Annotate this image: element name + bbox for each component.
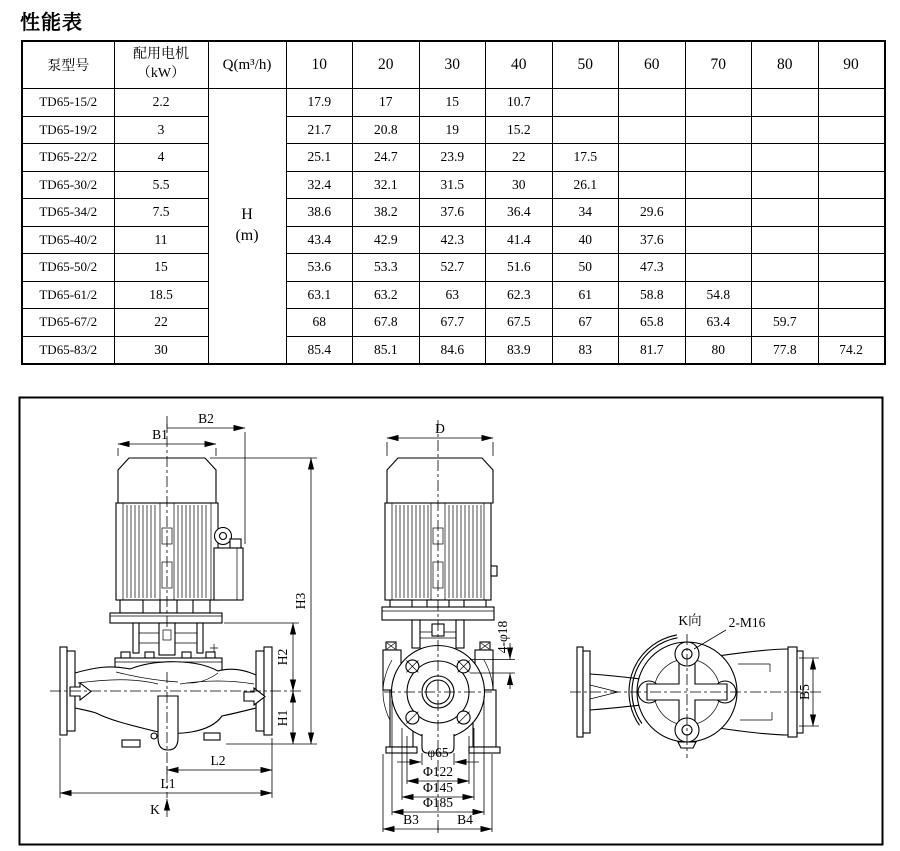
- flow-header: 60: [619, 41, 686, 89]
- table-cell: 19: [419, 116, 486, 144]
- table-cell: [619, 144, 686, 172]
- table-row: [22, 336, 885, 364]
- table-cell: 38.2: [353, 199, 420, 227]
- table-cell: 18.5: [114, 281, 208, 309]
- table-cell: 15: [419, 89, 486, 117]
- table-cell: 67.7: [419, 309, 486, 337]
- table-cell: 29.6: [619, 199, 686, 227]
- col-header-flow: Q(m³/h): [208, 41, 286, 89]
- table-cell: [619, 171, 686, 199]
- table-cell: 31.5: [419, 171, 486, 199]
- table-cell: 38.6: [286, 199, 353, 227]
- table-cell: 15: [114, 254, 208, 282]
- dim-label-l1: L1: [160, 776, 176, 791]
- performance-table: [21, 40, 886, 365]
- dim-label-h3: H3: [293, 592, 308, 610]
- table-cell: 53.3: [353, 254, 420, 282]
- table-cell: 52.7: [419, 254, 486, 282]
- table-cell: [752, 144, 819, 172]
- table-row: [22, 89, 885, 117]
- table-cell: 37.6: [619, 226, 686, 254]
- table-cell: TD65-40/2: [22, 226, 114, 254]
- dim-label-phi145: Φ145: [422, 780, 454, 795]
- table-cell: 59.7: [752, 309, 819, 337]
- table-cell: [818, 254, 885, 282]
- table-cell: 2.2: [114, 89, 208, 117]
- flow-header: 10: [286, 41, 353, 89]
- table-cell: [752, 226, 819, 254]
- table-cell: [752, 171, 819, 199]
- dim-label-b5: B5: [797, 684, 812, 700]
- table-cell: 85.1: [353, 336, 420, 364]
- table-cell: [752, 281, 819, 309]
- table-cell: 34: [552, 199, 619, 227]
- front-view-pump: [382, 458, 500, 753]
- table-cell: 65.8: [619, 309, 686, 337]
- dim-label-b3: B3: [403, 812, 419, 827]
- flow-header: 40: [486, 41, 553, 89]
- table-cell: [619, 116, 686, 144]
- table-cell: 30: [486, 171, 553, 199]
- table-cell: 21.7: [286, 116, 353, 144]
- table-cell: 83.9: [486, 336, 553, 364]
- motor-header-line1: 配用电机: [133, 47, 189, 63]
- dim-label-bolt-holes: 4-φ18: [495, 620, 510, 654]
- table-cell: TD65-61/2: [22, 281, 114, 309]
- dim-label-phi185: Φ185: [422, 795, 454, 810]
- table-cell: 5.5: [114, 171, 208, 199]
- flow-header: 90: [818, 41, 885, 89]
- table-row: [22, 116, 885, 144]
- dimension-drawing-svg: [18, 396, 884, 846]
- table-cell: TD65-15/2: [22, 89, 114, 117]
- col-header-model: 泵型号: [22, 41, 114, 89]
- table-cell: [685, 254, 752, 282]
- head-unit-cell: H (m): [208, 89, 286, 365]
- table-cell: TD65-19/2: [22, 116, 114, 144]
- table-cell: 17.5: [552, 144, 619, 172]
- table-cell: [818, 144, 885, 172]
- table-cell: [752, 89, 819, 117]
- k-direction-view: [577, 635, 803, 748]
- table-cell: 50: [552, 254, 619, 282]
- table-cell: 17.9: [286, 89, 353, 117]
- table-cell: 3: [114, 116, 208, 144]
- table-cell: 41.4: [486, 226, 553, 254]
- flow-header: 20: [353, 41, 420, 89]
- table-cell: 20.8: [353, 116, 420, 144]
- table-cell: 32.1: [353, 171, 420, 199]
- table-cell: TD65-22/2: [22, 144, 114, 172]
- table-cell: TD65-30/2: [22, 171, 114, 199]
- table-cell: 63.2: [353, 281, 420, 309]
- page-title: 性能表: [20, 12, 83, 34]
- table-cell: 68: [286, 309, 353, 337]
- table-row: [22, 226, 885, 254]
- table-cell: [685, 171, 752, 199]
- flow-header: 80: [752, 41, 819, 89]
- table-cell: 51.6: [486, 254, 553, 282]
- dim-label-b2: B2: [198, 411, 214, 426]
- table-cell: [685, 199, 752, 227]
- table-cell: 17: [353, 89, 420, 117]
- table-cell: [685, 89, 752, 117]
- dim-label-h2: H2: [275, 648, 290, 666]
- table-cell: [818, 116, 885, 144]
- table-cell: 43.4: [286, 226, 353, 254]
- table-cell: 36.4: [486, 199, 553, 227]
- pump-dimension-drawing: [18, 396, 884, 846]
- table-cell: 53.6: [286, 254, 353, 282]
- table-cell: 85.4: [286, 336, 353, 364]
- table-cell: 62.3: [486, 281, 553, 309]
- table-cell: [818, 309, 885, 337]
- table-cell: TD65-67/2: [22, 309, 114, 337]
- table-cell: [685, 226, 752, 254]
- motor-header-line2: （kW）: [136, 66, 186, 81]
- table-cell: [619, 89, 686, 117]
- table-cell: 42.9: [353, 226, 420, 254]
- table-row: [22, 144, 885, 172]
- table-cell: [818, 89, 885, 117]
- table-cell: 23.9: [419, 144, 486, 172]
- table-cell: 81.7: [619, 336, 686, 364]
- table-cell: 47.3: [619, 254, 686, 282]
- performance-table-body: [22, 89, 885, 365]
- table-cell: 74.2: [818, 336, 885, 364]
- dim-label-l2: L2: [210, 753, 226, 768]
- table-cell: 58.8: [619, 281, 686, 309]
- dim-label-phi122: Φ122: [422, 764, 454, 779]
- view-arrow-label-k: K: [150, 802, 160, 817]
- table-cell: 4: [114, 144, 208, 172]
- table-row: [22, 309, 885, 337]
- table-cell: 40: [552, 226, 619, 254]
- table-cell: 67: [552, 309, 619, 337]
- table-cell: 61: [552, 281, 619, 309]
- table-cell: 80: [685, 336, 752, 364]
- table-row: [22, 281, 885, 309]
- dim-label-phi65: φ65: [427, 745, 449, 760]
- table-cell: 54.8: [685, 281, 752, 309]
- table-cell: TD65-34/2: [22, 199, 114, 227]
- table-cell: [818, 226, 885, 254]
- view-label-k-direction: K向: [678, 613, 702, 628]
- table-cell: 42.3: [419, 226, 486, 254]
- table-cell: 63.4: [685, 309, 752, 337]
- table-cell: 83: [552, 336, 619, 364]
- table-cell: [818, 281, 885, 309]
- table-cell: [752, 199, 819, 227]
- table-cell: 7.5: [114, 199, 208, 227]
- table-cell: 25.1: [286, 144, 353, 172]
- dim-label-b4: B4: [457, 812, 473, 827]
- table-cell: TD65-50/2: [22, 254, 114, 282]
- flow-header: 70: [685, 41, 752, 89]
- table-cell: 67.5: [486, 309, 553, 337]
- table-cell: 26.1: [552, 171, 619, 199]
- side-view-pump: [60, 458, 272, 750]
- table-cell: 30: [114, 336, 208, 364]
- col-header-motor: [114, 41, 208, 89]
- table-cell: [752, 254, 819, 282]
- table-cell: [818, 171, 885, 199]
- table-cell: 63.1: [286, 281, 353, 309]
- table-row: [22, 199, 885, 227]
- table-cell: [685, 144, 752, 172]
- table-cell: 24.7: [353, 144, 420, 172]
- table-cell: 63: [419, 281, 486, 309]
- table-cell: [752, 116, 819, 144]
- table-cell: 10.7: [486, 89, 553, 117]
- table-cell: [552, 116, 619, 144]
- table-cell: 22: [114, 309, 208, 337]
- dim-label-b1: B1: [152, 427, 168, 442]
- table-cell: 15.2: [486, 116, 553, 144]
- table-header-row: [22, 41, 885, 89]
- table-cell: 84.6: [419, 336, 486, 364]
- flow-header: 30: [419, 41, 486, 89]
- table-cell: TD65-83/2: [22, 336, 114, 364]
- table-cell: [685, 116, 752, 144]
- table-cell: 77.8: [752, 336, 819, 364]
- table-cell: 11: [114, 226, 208, 254]
- dim-label-d: D: [435, 421, 445, 436]
- dim-label-h1: H1: [275, 709, 290, 727]
- table-cell: 67.8: [353, 309, 420, 337]
- table-cell: 22: [486, 144, 553, 172]
- table-cell: [552, 89, 619, 117]
- table-row: [22, 254, 885, 282]
- table-cell: 37.6: [419, 199, 486, 227]
- table-row: [22, 171, 885, 199]
- table-cell: [818, 199, 885, 227]
- dim-label-thread: 2-M16: [728, 615, 766, 630]
- table-cell: 32.4: [286, 171, 353, 199]
- flow-header: 50: [552, 41, 619, 89]
